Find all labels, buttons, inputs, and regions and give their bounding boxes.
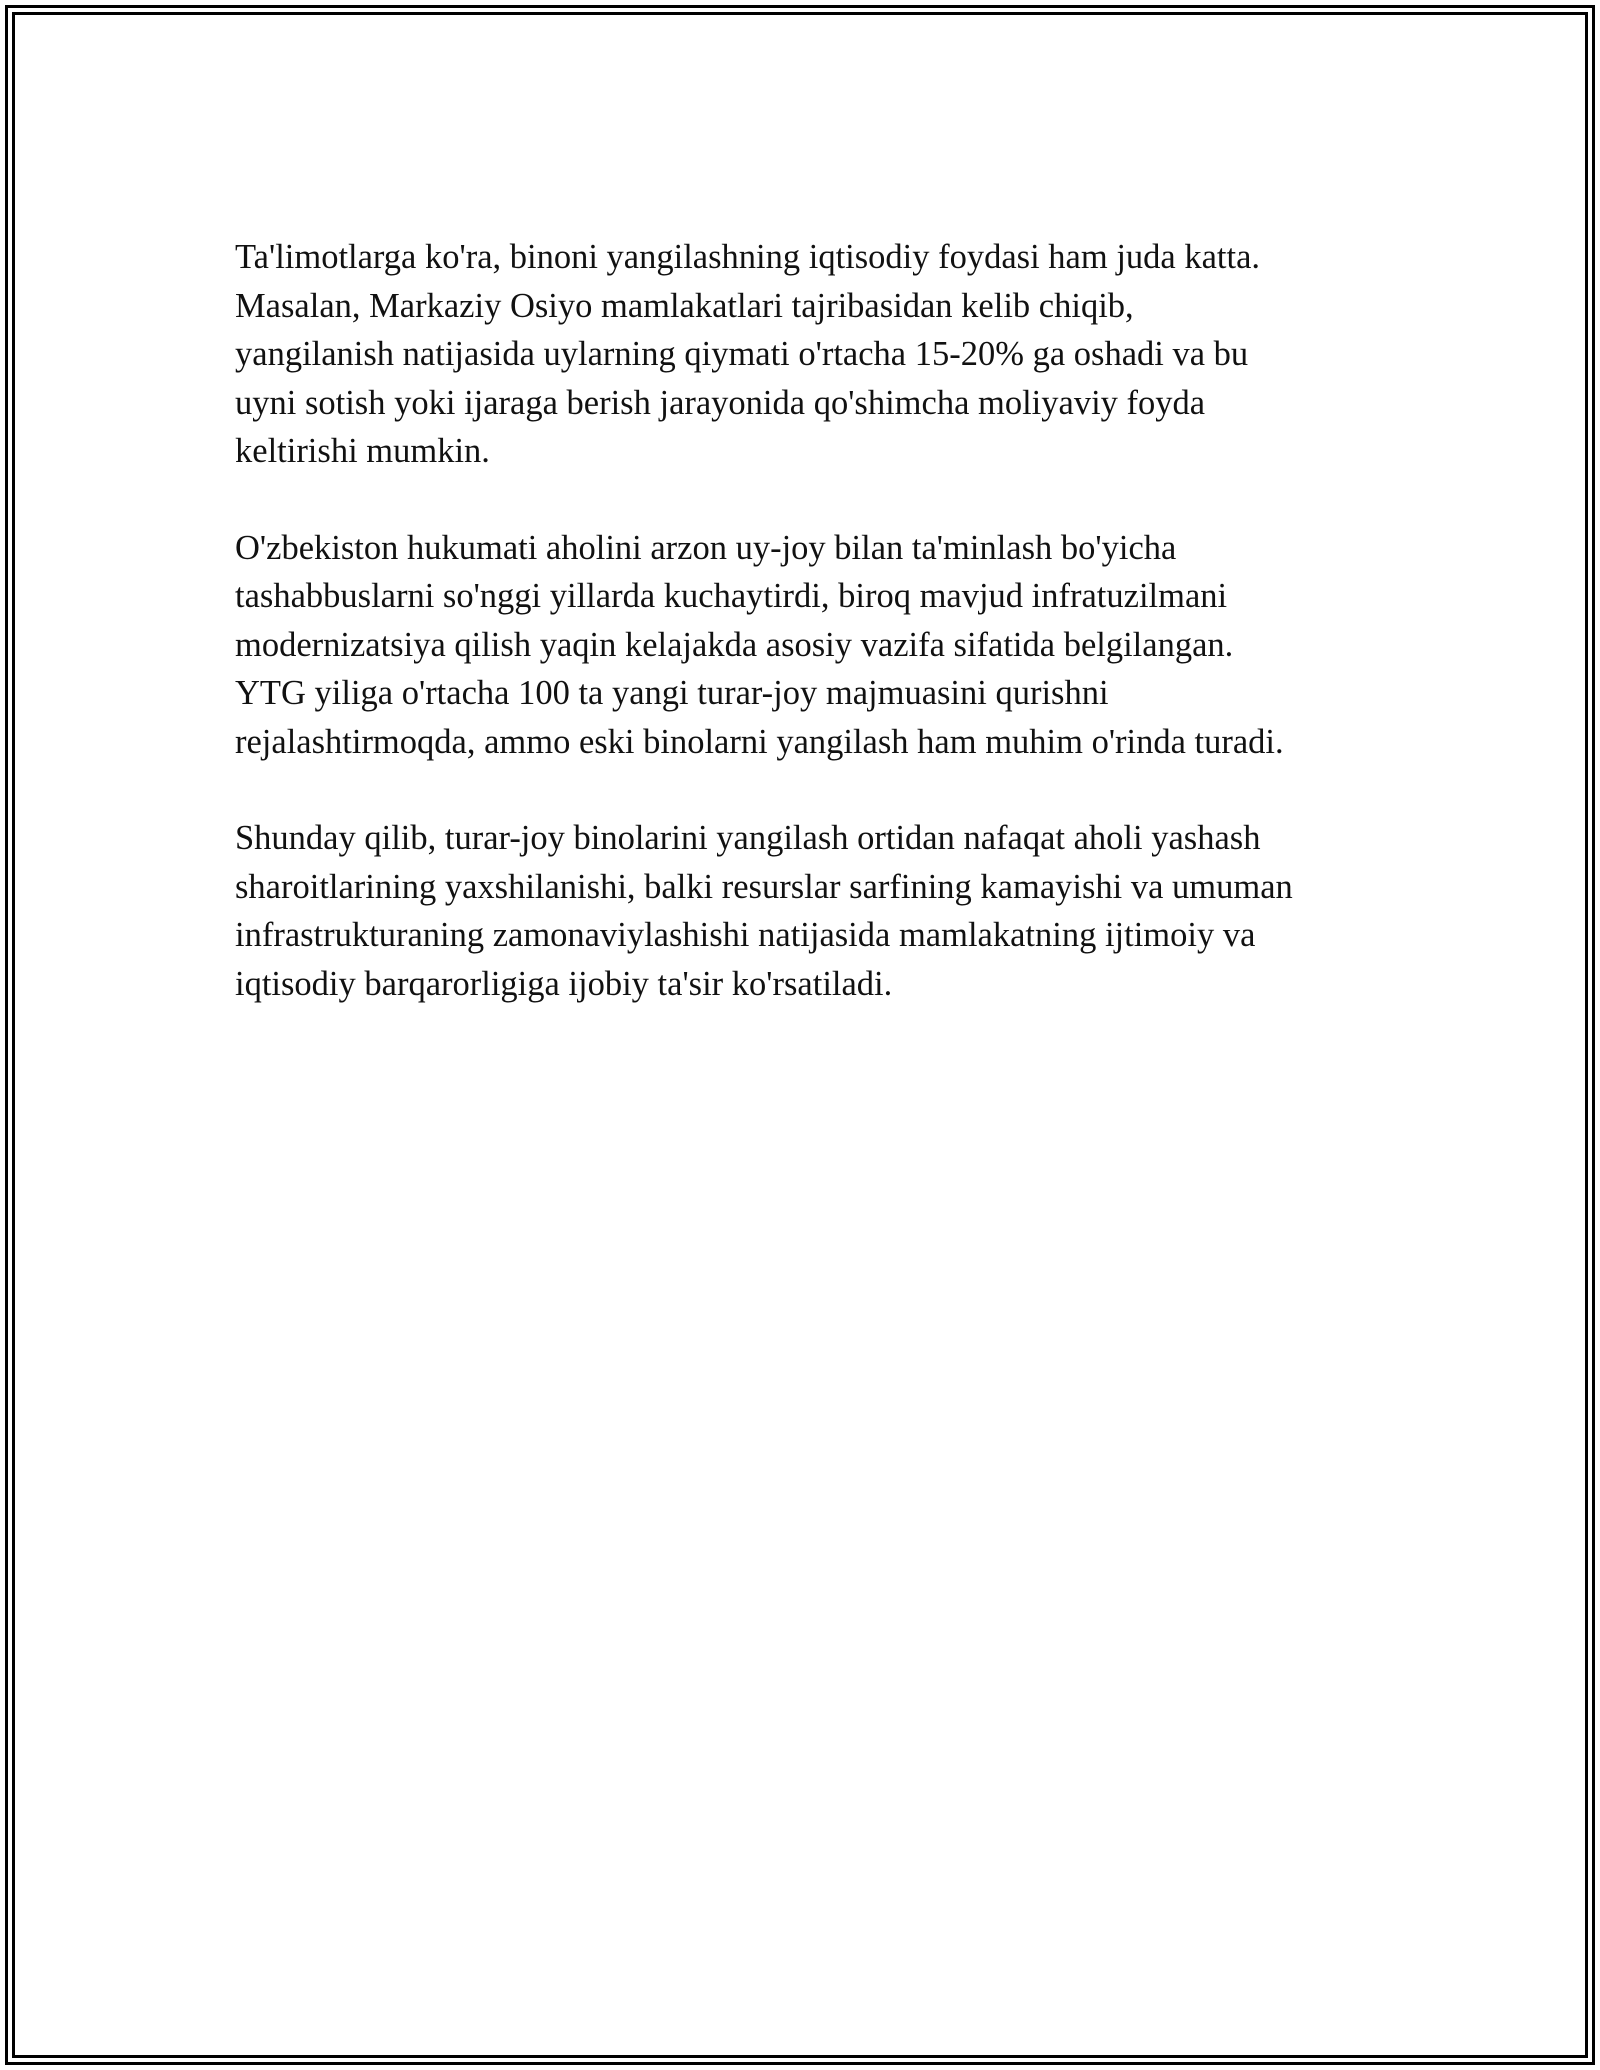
document-body: [235, 233, 1395, 1056]
paragraph-government-initiatives: O'zbekiston hukumati aholini arzon uy-joy bilan ta'minlash bo'yicha tashabbuslarni so'nggi yillarda kuchaytirdi, biroq mavjud infratuzilmani modernizatsiya qilish yaqin kelajakda asosiy vazifa sifatida belgilangan. YTG yiliga o'rtacha 100 ta yangi turar-joy majmuasini qurishni rejalashtirmoqda, ammo eski binolarni yangilash ham muhim o'rinda turadi.: [235, 528, 1284, 761]
paragraph-conclusion: Shunday qilib, turar-joy binolarini yangilash ortidan nafaqat aholi yashash sharoitlarining yaxshilanishi, balki resurslar sarfining kamayishi va umuman infrastrukturaning zamonaviylashishi natijasida mamlakatning ijtimoiy va iqtisodiy barqarorligiga ijobiy ta'sir ko'rsatiladi.: [235, 819, 1293, 1003]
paragraph-economic-benefit: Ta'limotlarga ko'ra, binoni yangilashning iqtisodiy foydasi ham juda katta. Masalan, Markaziy Osiyo mamlakatlari tajribasidan kelib chiqib, yangilanish natijasida uylarning qiymati o'rtacha 15-20% ga oshadi va bu uyni sotish yoki ijaraga berish jarayonida qo'shimcha moliyaviy foyda keltirishi mumkin.: [235, 238, 1261, 470]
